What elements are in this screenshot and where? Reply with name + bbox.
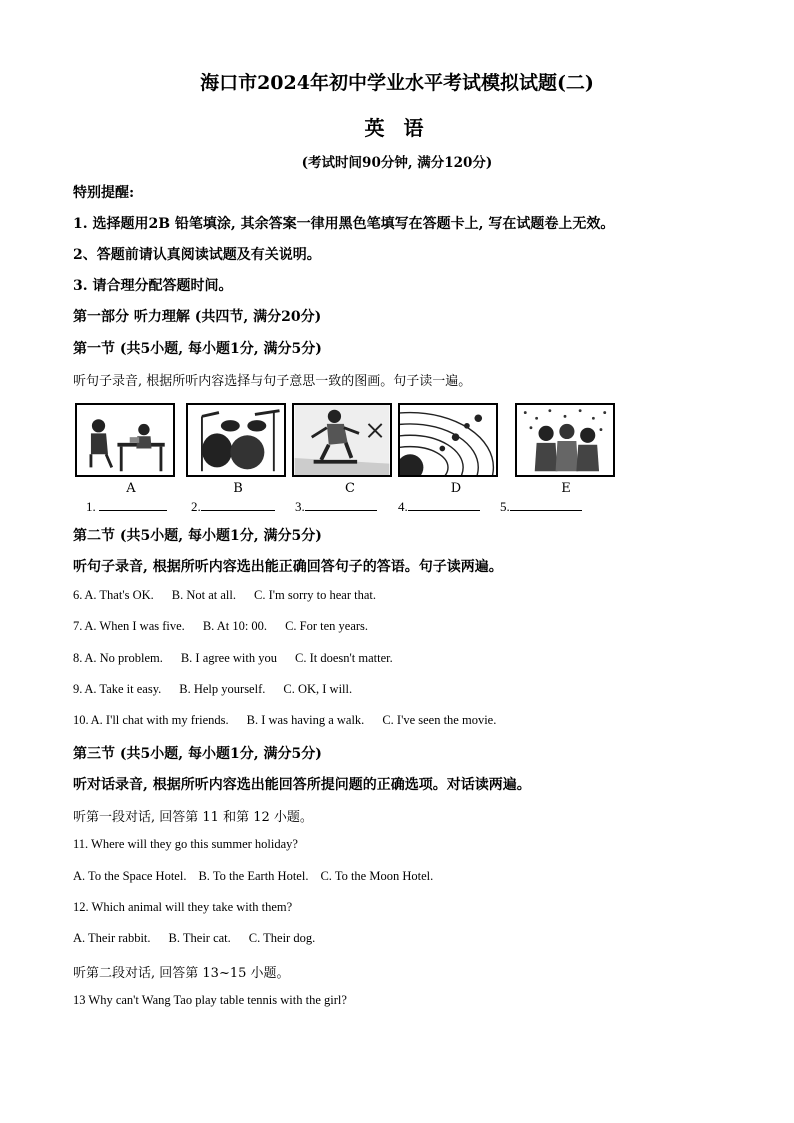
section2-heading: 第二节 (共5小题, 每小题1分, 满分5分) [73, 528, 322, 544]
option-9b[interactable]: B. Help yourself. [179, 682, 266, 696]
question-9: 9. A. Take it easy. B. Help yourself. C. OK, I will. [73, 682, 353, 696]
answer-blank-5[interactable]: 5. [500, 498, 582, 515]
option-7b[interactable]: B. At 10: 00. [202, 619, 268, 633]
question-12: 12. Which animal will they take with them? [73, 900, 293, 914]
question-10: 10. A. I'll chat with my friends. B. I was having a walk. C. I've seen the movie. [73, 713, 497, 727]
option-6a[interactable]: A. That's OK. [84, 588, 154, 602]
option-9a[interactable]: A. Take it easy. [84, 682, 162, 696]
question-13: 13 Why can't Wang Tao play table tennis with the girl? [73, 993, 347, 1007]
answer-blank-2[interactable]: 2. [191, 498, 275, 515]
notice-heading: 特别提醒: [73, 185, 135, 201]
question-8: 8. A. No problem. B. I agree with you C. It doesn't matter. [73, 651, 393, 665]
section2-instruction: 听句子录音, 根据所听内容选出能正确回答句子的答语。句子读两遍。 [73, 559, 503, 575]
subject-title: 英 语 [364, 116, 430, 140]
option-7a[interactable]: A. When I was five. [84, 619, 185, 633]
solar-system-icon [398, 403, 498, 477]
question-6: 6. A. That's OK. B. Not at all. C. I'm sorry to hear that. [73, 588, 377, 602]
option-11c[interactable]: C. To the Moon Hotel. [320, 869, 434, 883]
picture-label-b: B [233, 481, 243, 496]
option-9c[interactable]: C. OK, I will. [283, 682, 353, 696]
notice-item-2: 2、答题前请认真阅读试题及有关说明。 [73, 247, 321, 263]
option-12a[interactable]: A. Their rabbit. [73, 931, 151, 945]
option-12b[interactable]: B. Their cat. [168, 931, 231, 945]
reading-people-icon [75, 403, 175, 477]
question-7: 7. A. When I was five. B. At 10: 00. C. For ten years. [73, 619, 369, 633]
option-11b[interactable]: B. To the Earth Hotel. [198, 869, 309, 883]
option-8b[interactable]: B. I agree with you [180, 651, 277, 665]
notice-item-3: 3. 请合理分配答题时间。 [73, 278, 233, 294]
part1-heading: 第一部分 听力理解 (共四节, 满分20分) [73, 309, 322, 325]
dialog2-note: 听第二段对话, 回答第 13~15 小题。 [73, 966, 290, 981]
option-6c[interactable]: C. I'm sorry to hear that. [254, 588, 377, 602]
skateboarder-icon [292, 403, 392, 477]
section3-heading: 第三节 (共5小题, 每小题1分, 满分5分) [73, 746, 322, 762]
picture-label-d: D [450, 481, 462, 496]
option-8c[interactable]: C. It doesn't matter. [295, 651, 393, 665]
question-11-options [73, 869, 451, 884]
snow-people-icon [515, 403, 615, 477]
section1-instruction: 听句子录音, 根据所听内容选择与句子意思一致的图画。句子读一遍。 [73, 374, 472, 389]
picture-label-c: C [345, 481, 355, 496]
question-12-options [73, 931, 333, 946]
picture-row [75, 403, 620, 501]
time-note: (考试时间90分钟, 满分120分) [301, 155, 493, 171]
section1-heading: 第一节 (共5小题, 每小题1分, 满分5分) [73, 341, 322, 357]
option-10b[interactable]: B. I was having a walk. [246, 713, 365, 727]
drum-kit-icon [186, 403, 286, 477]
option-7c[interactable]: C. For ten years. [285, 619, 369, 633]
option-6b[interactable]: B. Not at all. [171, 588, 236, 602]
option-10c[interactable]: C. I've seen the movie. [382, 713, 497, 727]
picture-label-e: E [561, 481, 571, 496]
option-10a[interactable]: A. I'll chat with my friends. [90, 713, 229, 727]
answer-blank-3[interactable]: 3. [295, 498, 377, 515]
dialog1-note: 听第一段对话, 回答第 11 和第 12 小题。 [73, 810, 313, 825]
question-11: 11. Where will they go this summer holiday? [73, 837, 298, 851]
option-8a[interactable]: A. No problem. [84, 651, 163, 665]
notice-item-1: 1. 选择题用2B 铅笔填涂, 其余答案一律用黑色笔填写在答题卡上, 写在试题卷上无效。 [73, 216, 615, 232]
picture-label-a: A [126, 481, 136, 496]
answer-blank-4[interactable]: 4. [398, 498, 480, 515]
answer-blank-1[interactable]: 1. [86, 498, 167, 515]
option-12c[interactable]: C. Their dog. [248, 931, 316, 945]
section3-instruction: 听对话录音, 根据所听内容选出能回答所提问题的正确选项。对话读两遍。 [73, 777, 531, 793]
exam-title: 海口市2024年初中学业水平考试模拟试题(二) [200, 72, 594, 94]
option-11a[interactable]: A. To the Space Hotel. [73, 869, 187, 883]
